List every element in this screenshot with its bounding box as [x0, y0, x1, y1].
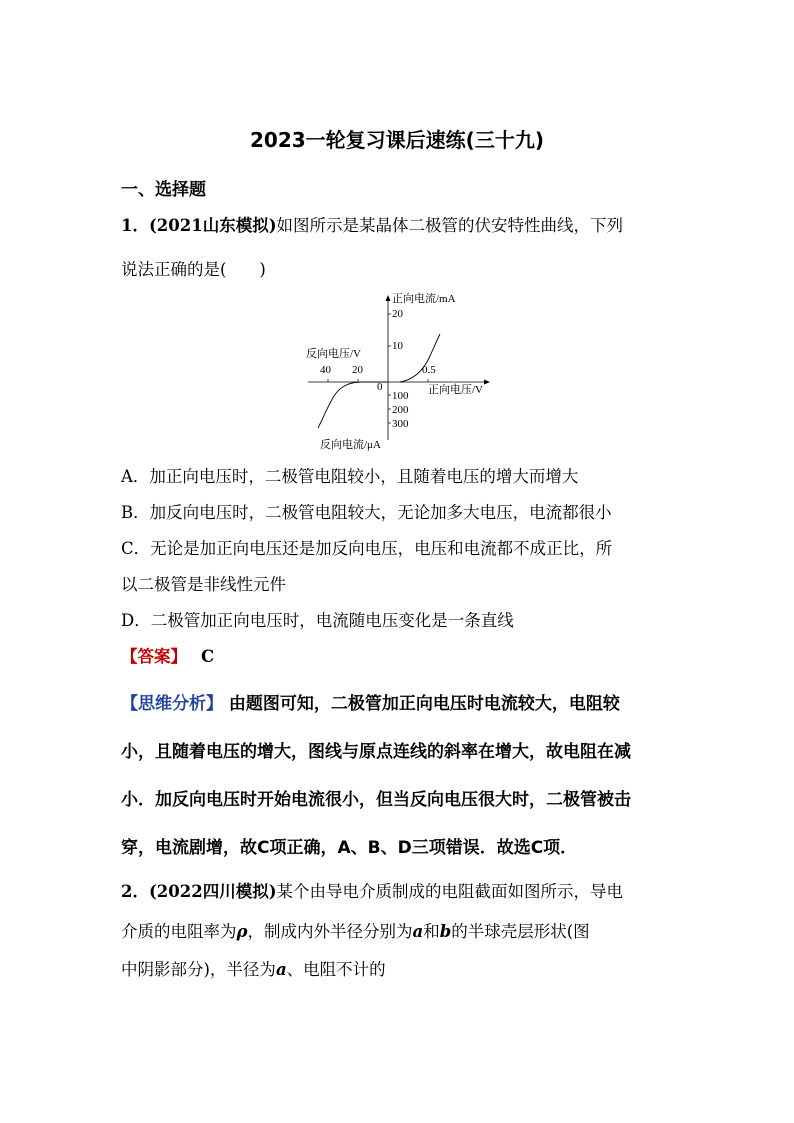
y-neg-label: 反向电流/μA	[320, 439, 381, 451]
q2-line2-a: 介质的电阻率为	[121, 922, 237, 941]
option-c-line1: C．无论是加正向电压还是加反向电压，电压和电流都不成正比，所	[121, 539, 613, 558]
answer-value: C	[201, 647, 215, 666]
x-tick-20: 20	[352, 364, 363, 376]
y-axis-arrow	[386, 295, 391, 301]
q2-line2-d: 的半球壳层形状(图	[451, 922, 590, 941]
answer-line	[121, 643, 214, 671]
option-d: D．二极管加正向电压时，电流随电压变化是一条直线	[121, 611, 514, 630]
page-title: 2023一轮复习课后速练(三十九)	[250, 128, 544, 152]
a-symbol-2: a	[275, 960, 287, 979]
answer-tag: 【答案】	[121, 647, 187, 666]
q2-line3	[121, 952, 681, 988]
q2-line2-c: 和	[423, 922, 440, 941]
analysis-line4: 穿，电流剧增，故C项正确，A、B、D三项错误．故选C项．	[121, 838, 578, 858]
x-pos-label: 正向电压/V	[428, 384, 483, 396]
section-heading: 一、选择题	[121, 180, 206, 200]
q1-stem-a: 如图所示是某晶体二极管的伏安特性曲线，下列	[276, 216, 624, 235]
option-c-line2: 以二极管是非线性元件	[121, 575, 286, 594]
iv-curve-figure	[300, 290, 500, 452]
q2-line3-b: 、电阻不计的	[286, 960, 386, 979]
option-a: A．加正向电压时，二极管电阻较小，且随着电压的增大而增大	[121, 467, 579, 486]
option-b: B．加反向电压时，二极管电阻较大，无论加多大电压，电流都很小	[121, 503, 612, 522]
y-tick-200: 200	[392, 404, 409, 416]
analysis-line1	[121, 680, 681, 728]
y-tick-100: 100	[392, 390, 409, 402]
y-pos-label: 正向电流/mA	[392, 293, 456, 305]
analysis-line2: 小，且随着电压的增大，图线与原点连线的斜率在增大，故电阻在减	[121, 742, 631, 762]
rho-symbol: ρ	[236, 922, 248, 941]
q2-line2	[121, 914, 681, 950]
analysis-text-1: 由题图可知，二极管加正向电压时电流较大，电阻较	[223, 694, 620, 714]
x-tick-40: 40	[320, 364, 331, 376]
a-symbol: a	[412, 922, 424, 941]
q1-stem-line2: 说法正确的是( )	[121, 260, 266, 279]
analysis-block	[121, 680, 681, 872]
q2-source: (2022四川模拟)	[148, 882, 277, 901]
y-tick-20: 20	[392, 308, 403, 320]
b-symbol: b	[439, 922, 452, 941]
x-tick-05: 0.5	[422, 364, 436, 376]
origin-label: 0	[377, 381, 383, 393]
q1-number: 1．	[121, 216, 149, 235]
q2-line1-text: 某个由导电介质制成的电阻截面如图所示，导电	[276, 882, 624, 901]
q1-stem-line1	[121, 208, 681, 244]
q1-source: (2021山东模拟)	[148, 216, 277, 235]
y-tick-300: 300	[392, 418, 409, 430]
x-neg-label: 反向电压/V	[306, 348, 361, 360]
analysis-tag: 【思维分析】	[121, 694, 223, 714]
y-tick-10: 10	[392, 340, 403, 352]
x-axis-arrow	[484, 380, 490, 385]
q2-line2-b: ，制成内外半径分别为	[247, 922, 413, 941]
analysis-line3: 小．加反向电压时开始电流很小，但当反向电压很大时，二极管被击	[121, 790, 631, 810]
q2-number: 2．	[121, 882, 149, 901]
q2-line1	[121, 874, 681, 910]
q2-line3-a: 中阴影部分)，半径为	[121, 960, 276, 979]
